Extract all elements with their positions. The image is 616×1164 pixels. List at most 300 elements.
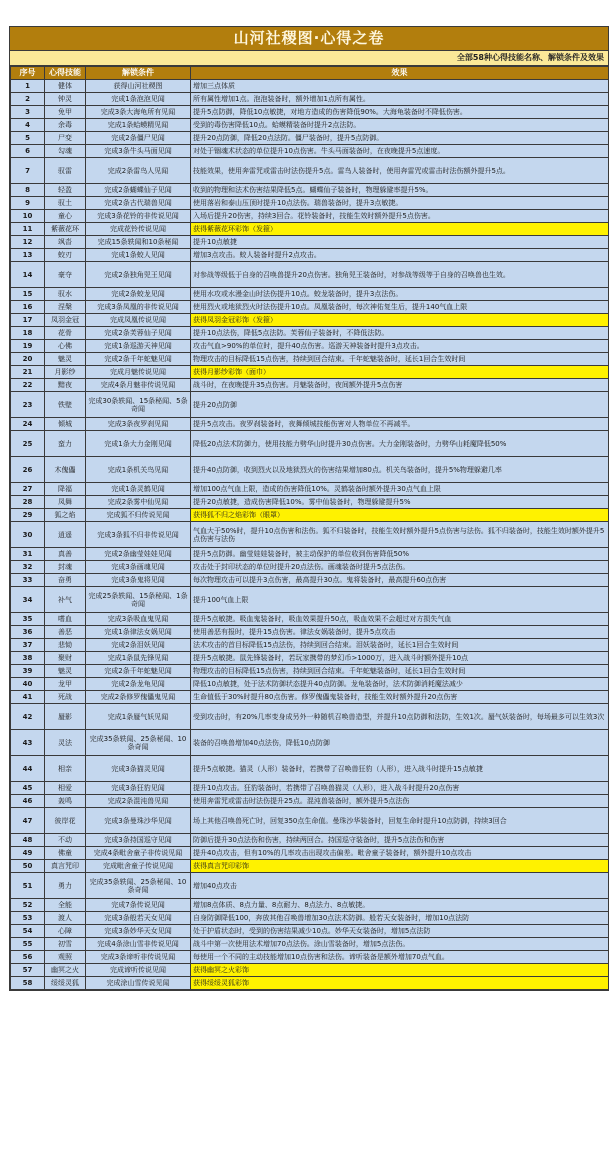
skill-effect: 受到攻击时，有20%几率变身成另外一种随机召唤兽造型，并提升10点防御和法防，生效1次。蜃气妖装备时，每场最多可以生效3次 bbox=[191, 704, 609, 730]
row-number: 42 bbox=[11, 704, 45, 730]
unlock-condition: 完成4条月魅非传说见闻 bbox=[86, 379, 191, 392]
row-number: 4 bbox=[11, 119, 45, 132]
skill-name: 彼岸花 bbox=[45, 808, 86, 834]
table-row bbox=[11, 691, 609, 704]
skill-effect: 场上其他召唤兽死亡时，回复350点生命值。曼珠沙华装备时，回复生命时提升10点防御，持续3回合 bbox=[191, 808, 609, 834]
skill-effect: 降低20点法术防御力，使用技能力劈华山时提升30点伤害。大力金刚装备时，力劈华山耗魔降低50% bbox=[191, 431, 609, 457]
table-row bbox=[11, 756, 609, 782]
skill-name: 木傀儡 bbox=[45, 457, 86, 483]
row-number: 17 bbox=[11, 314, 45, 327]
unlock-condition: 完成2条雾中仙见闻 bbox=[86, 496, 191, 509]
skill-name: 豪夺 bbox=[45, 262, 86, 288]
table-row bbox=[11, 899, 609, 912]
skill-effect: 增加40点攻击 bbox=[191, 873, 609, 899]
table-row bbox=[11, 327, 609, 340]
table-row bbox=[11, 795, 609, 808]
unlock-condition: 完成2条蛟龙见闻 bbox=[86, 288, 191, 301]
skill-effect: 每使用一个不同的主动技能增加10点伤害和法伤。谛听装备是额外增加70点气血。 bbox=[191, 951, 609, 964]
table-row bbox=[11, 379, 609, 392]
unlock-condition: 完成2条混沌兽见闻 bbox=[86, 795, 191, 808]
table-row bbox=[11, 236, 609, 249]
row-number: 44 bbox=[11, 756, 45, 782]
skill-effect: 攻击处于封印状态的单位时提升20点法伤。画魂装备时提升5点法伤。 bbox=[191, 561, 609, 574]
unlock-condition: 完成2条修罗傀儡鬼见闻 bbox=[86, 691, 191, 704]
skill-name: 魅灵 bbox=[45, 665, 86, 678]
unlock-condition: 完成1条大力金刚见闻 bbox=[86, 431, 191, 457]
skill-effect: 提升10点法伤，降低5点法防。芙蓉仙子装备时，不降低法防。 bbox=[191, 327, 609, 340]
skill-effect: 提升20点防御，降低20点法防。僵尸装备时，提升5点防御。 bbox=[191, 132, 609, 145]
table-row bbox=[11, 808, 609, 834]
unlock-condition: 完成2条千年蛇魅见闻 bbox=[86, 353, 191, 366]
table-row bbox=[11, 938, 609, 951]
skill-effect: 提升40点防御，收到烈火以及地狱烈火的伤害结果增加80点。机关鸟装备时，提升5%物理躲避几率 bbox=[191, 457, 609, 483]
skill-name: 真善 bbox=[45, 548, 86, 561]
table-row bbox=[11, 977, 609, 990]
table-row bbox=[11, 782, 609, 795]
table-row bbox=[11, 834, 609, 847]
row-number: 11 bbox=[11, 223, 45, 236]
skill-name: 奋勇 bbox=[45, 574, 86, 587]
skill-name: 紫薇花环 bbox=[45, 223, 86, 236]
row-number: 43 bbox=[11, 730, 45, 756]
row-number: 40 bbox=[11, 678, 45, 691]
table-row bbox=[11, 288, 609, 301]
skill-effect: 降低10点敏捷，处于法术防御状态提升40点防御。龙龟装备时，法术防御消耗魔法减少 bbox=[191, 678, 609, 691]
row-number: 55 bbox=[11, 938, 45, 951]
skill-effect: 攻击气血>90%的单位时，提升40点伤害。巡游天神装备时提升3点攻击。 bbox=[191, 340, 609, 353]
skill-effect: 物理攻击的目标降低15点伤害，持续到回合结束。千年蛇魅装备时，延长1回合生效时间 bbox=[191, 353, 609, 366]
row-number: 34 bbox=[11, 587, 45, 613]
table-row bbox=[11, 548, 609, 561]
unlock-condition: 完成3条画魂见闻 bbox=[86, 561, 191, 574]
skill-effect: 防御后提升30点法伤和伤害，持续两回合。持国巡守装备时，提升5点法伤和伤害 bbox=[191, 834, 609, 847]
skill-effect: 技能效果，使用奔雷咒或雷击时法伤提升5点。雷鸟人装备时，使用奔雷咒或雷击时法伤额外提升5点。 bbox=[191, 158, 609, 184]
unlock-condition: 完成30条轶闻、15条秘闻、5条奇闻 bbox=[86, 392, 191, 418]
unlock-condition: 完成2条泪妖见闻 bbox=[86, 639, 191, 652]
skill-name: 飒沓 bbox=[45, 236, 86, 249]
skill-name: 月影纱 bbox=[45, 366, 86, 379]
skill-effect: 提升5点防御。幽莹娃娃装备时，被主动保护的单位收到伤害降低50% bbox=[191, 548, 609, 561]
skill-effect: 获得绥绥灵狐彩饰 bbox=[191, 977, 609, 990]
table-row bbox=[11, 873, 609, 899]
unlock-condition: 完成1条巡游天神见闻 bbox=[86, 340, 191, 353]
unlock-condition: 完成2条龙龟见闻 bbox=[86, 678, 191, 691]
table-row bbox=[11, 210, 609, 223]
skill-name: 凤羽金冠 bbox=[45, 314, 86, 327]
skill-effect: 使用奔雷咒或雷击时法伤提升25点。混沌兽装备时，额外提升5点法伤 bbox=[191, 795, 609, 808]
row-number: 46 bbox=[11, 795, 45, 808]
row-number: 28 bbox=[11, 496, 45, 509]
skill-name: 轻盈 bbox=[45, 184, 86, 197]
row-number: 54 bbox=[11, 925, 45, 938]
unlock-condition: 完成凤凰传说见闻 bbox=[86, 314, 191, 327]
table-row bbox=[11, 249, 609, 262]
table-row bbox=[11, 509, 609, 522]
skill-name: 免甲 bbox=[45, 106, 86, 119]
skill-effect: 处于护盾状态时，受到的伤害结果减少10点。妙华天女装备时，增加5点法防 bbox=[191, 925, 609, 938]
row-number: 21 bbox=[11, 366, 45, 379]
table-row bbox=[11, 522, 609, 548]
row-number: 27 bbox=[11, 483, 45, 496]
skill-name: 聚财 bbox=[45, 652, 86, 665]
skill-name: 钟灵 bbox=[45, 93, 86, 106]
skill-name: 蜃影 bbox=[45, 704, 86, 730]
unlock-condition: 完成3条般若天女见闻 bbox=[86, 912, 191, 925]
skill-name: 相爱 bbox=[45, 782, 86, 795]
row-number: 37 bbox=[11, 639, 45, 652]
unlock-condition: 完成3条妙华天女见闻 bbox=[86, 925, 191, 938]
row-number: 51 bbox=[11, 873, 45, 899]
unlock-condition: 完成1条鼠先锋见闻 bbox=[86, 652, 191, 665]
skill-name: 补气 bbox=[45, 587, 86, 613]
table-row bbox=[11, 925, 609, 938]
skill-effect: 提升40点攻击，但有10%的几率攻击出现攻击偏差。毗舍童子装备时，额外提升10点攻击 bbox=[191, 847, 609, 860]
table-row bbox=[11, 704, 609, 730]
skill-name: 黯夜 bbox=[45, 379, 86, 392]
unlock-condition: 完成3条夜罗刹见闻 bbox=[86, 418, 191, 431]
row-number: 22 bbox=[11, 379, 45, 392]
row-number: 45 bbox=[11, 782, 45, 795]
row-number: 48 bbox=[11, 834, 45, 847]
skill-name: 逍遥 bbox=[45, 522, 86, 548]
table-row bbox=[11, 847, 609, 860]
skill-effect: 装备的召唤兽增加40点法伤，降低10点防御 bbox=[191, 730, 609, 756]
unlock-condition: 完成3条谛听非传说见闻 bbox=[86, 951, 191, 964]
unlock-condition: 完成2条僵尸见闻 bbox=[86, 132, 191, 145]
skill-effect: 提升5点敏捷。吸血鬼装备时，吸血效果提升50点，吸血效果不会超过对方损失气血 bbox=[191, 613, 609, 626]
unlock-condition: 完成3条花铃的非传说见闻 bbox=[86, 210, 191, 223]
skill-name: 魅灵 bbox=[45, 353, 86, 366]
row-number: 38 bbox=[11, 652, 45, 665]
table-header-row bbox=[11, 67, 609, 80]
skill-name: 全能 bbox=[45, 899, 86, 912]
unlock-condition: 完成1条蛟人见闻 bbox=[86, 249, 191, 262]
unlock-condition: 完成25条轶闻、15条秘闻、1条奇闻 bbox=[86, 587, 191, 613]
skill-name: 蛟刃 bbox=[45, 249, 86, 262]
skills-table bbox=[10, 66, 609, 990]
row-number: 7 bbox=[11, 158, 45, 184]
table-row bbox=[11, 366, 609, 379]
skill-effect: 物理攻击的目标降低15点伤害，持续到回合结束。千年蛇魅装备时，延长1回合生效时间 bbox=[191, 665, 609, 678]
skill-effect: 生命值低于30%时提升80点伤害。修罗傀儡鬼装备时，技能生效时额外提升20点伤害 bbox=[191, 691, 609, 704]
unlock-condition: 完成狐不归传说见闻 bbox=[86, 509, 191, 522]
skill-effect: 自身防御降低100，奔放其他召唤兽增加30点法术防御。般若天女装备时，增加10点法防 bbox=[191, 912, 609, 925]
skill-name: 绥绥灵狐 bbox=[45, 977, 86, 990]
row-number: 53 bbox=[11, 912, 45, 925]
unlock-condition: 完成2条千年蛇魅见闻 bbox=[86, 665, 191, 678]
row-number: 8 bbox=[11, 184, 45, 197]
unlock-condition: 完成3条凤凰的非传说见闻 bbox=[86, 301, 191, 314]
unlock-condition: 完成2条雷鸟人见闻 bbox=[86, 158, 191, 184]
row-number: 50 bbox=[11, 860, 45, 873]
skill-name: 勇力 bbox=[45, 873, 86, 899]
table-row bbox=[11, 652, 609, 665]
row-number: 20 bbox=[11, 353, 45, 366]
table-row bbox=[11, 197, 609, 210]
skill-name: 死战 bbox=[45, 691, 86, 704]
unlock-condition: 完成4条毗舍童子非传说见闻 bbox=[86, 847, 191, 860]
unlock-condition: 完成3条大海龟所有见闻 bbox=[86, 106, 191, 119]
skill-effect: 战斗中第一次使用法术增加70点法伤。涂山雪装备时，增加5点法伤。 bbox=[191, 938, 609, 951]
table-row bbox=[11, 262, 609, 288]
row-number: 23 bbox=[11, 392, 45, 418]
skill-effect: 受到的毒伤害降低10点。蛤蟆精装备时提升2点法防。 bbox=[191, 119, 609, 132]
row-number: 15 bbox=[11, 288, 45, 301]
skill-name: 尸变 bbox=[45, 132, 86, 145]
skill-name: 真言咒印 bbox=[45, 860, 86, 873]
skill-effect: 获得月影纱彩饰（面巾） bbox=[191, 366, 609, 379]
skill-effect: 入场后提升20伤害，持续3回合。花铃装备时，技能生效时额外提升5点伤害。 bbox=[191, 210, 609, 223]
table-row bbox=[11, 951, 609, 964]
skill-name: 龙甲 bbox=[45, 678, 86, 691]
row-number: 13 bbox=[11, 249, 45, 262]
table-row bbox=[11, 93, 609, 106]
table-row bbox=[11, 119, 609, 132]
skill-effect: 获得紫薇花环彩饰（发箍） bbox=[191, 223, 609, 236]
skill-name: 驭水 bbox=[45, 288, 86, 301]
skill-effect: 增加100点气血上限，造成的伤害降低10%。灵鹤装备时额外提升30点气血上限 bbox=[191, 483, 609, 496]
skill-effect: 增加8点体质、8点力量、8点耐力、8点法力、8点敏捷。 bbox=[191, 899, 609, 912]
row-number: 6 bbox=[11, 145, 45, 158]
sheet-title: 山河社稷图·心得之卷 bbox=[10, 27, 608, 51]
skill-effect: 战斗时，在夜晚提升35点伤害。月魅装备时，夜间额外提升5点伤害 bbox=[191, 379, 609, 392]
unlock-condition: 完成3条狐不归非传说见闻 bbox=[86, 522, 191, 548]
skill-effect: 提升5点防御，降低10点敏捷，对地方造成的伤害降低90%。大海龟装备时不降低伤害。 bbox=[191, 106, 609, 119]
skill-effect: 提升5点敏捷。鼠先锋装备时，若玩家携带的梦幻币>1000万，进入战斗时额外提升10点 bbox=[191, 652, 609, 665]
table-row bbox=[11, 626, 609, 639]
row-number: 57 bbox=[11, 964, 45, 977]
unlock-condition: 完成3条牛头马面见闻 bbox=[86, 145, 191, 158]
unlock-condition: 完成花铃传说见闻 bbox=[86, 223, 191, 236]
skill-name: 相亲 bbox=[45, 756, 86, 782]
skill-name: 善恶 bbox=[45, 626, 86, 639]
table-row bbox=[11, 301, 609, 314]
skill-effect: 获得真言咒印彩饰 bbox=[191, 860, 609, 873]
skill-effect: 提升10点敏捷 bbox=[191, 236, 609, 249]
skill-effect: 使用烈火或地狱烈火时法伤提升10点。凤凰装备时，每次神佑复生后，提升140气血上限 bbox=[191, 301, 609, 314]
skill-name: 不动 bbox=[45, 834, 86, 847]
skill-name: 嗜血 bbox=[45, 613, 86, 626]
unlock-condition: 完成3条狂豹见闻 bbox=[86, 782, 191, 795]
skill-effect: 获得凤羽金冠彩饰（发箍） bbox=[191, 314, 609, 327]
row-number: 25 bbox=[11, 431, 45, 457]
skill-effect: 法术攻击的首目标降低15点法伤，持续到回合结束。泪妖装备时，延长1回合生效时间 bbox=[191, 639, 609, 652]
row-number: 49 bbox=[11, 847, 45, 860]
skill-name: 心佛 bbox=[45, 340, 86, 353]
table-row bbox=[11, 431, 609, 457]
row-number: 35 bbox=[11, 613, 45, 626]
skill-effect: 所有属性增加1点。泡泡装备时，额外增加1点所有属性。 bbox=[191, 93, 609, 106]
skill-name: 健体 bbox=[45, 80, 86, 93]
skill-name: 轰鸣 bbox=[45, 795, 86, 808]
skill-effect: 对参战等级低于自身的召唤兽提升20点伤害。独角兕王装备时，对参战等级等于自身的召唤兽也生效。 bbox=[191, 262, 609, 288]
table-row bbox=[11, 158, 609, 184]
row-number: 39 bbox=[11, 665, 45, 678]
skill-name: 狐之焰 bbox=[45, 509, 86, 522]
skill-name: 倾城 bbox=[45, 418, 86, 431]
table-row bbox=[11, 496, 609, 509]
table-row bbox=[11, 106, 609, 119]
skill-name: 渡人 bbox=[45, 912, 86, 925]
table-row bbox=[11, 964, 609, 977]
unlock-condition: 完成1条机关鸟见闻 bbox=[86, 457, 191, 483]
skill-effect: 使用善恶有报时，提升15点伤害。律法女娲装备时，提升5点攻击 bbox=[191, 626, 609, 639]
unlock-condition: 完成1条灵鹤见闻 bbox=[86, 483, 191, 496]
table-row bbox=[11, 730, 609, 756]
row-number: 33 bbox=[11, 574, 45, 587]
unlock-condition: 完成2条古代瑞兽见闻 bbox=[86, 197, 191, 210]
row-number: 58 bbox=[11, 977, 45, 990]
table-row bbox=[11, 145, 609, 158]
skill-name: 铁壁 bbox=[45, 392, 86, 418]
table-row bbox=[11, 223, 609, 236]
unlock-condition: 完成35条轶闻、25条秘闻、10条奇闻 bbox=[86, 873, 191, 899]
skill-effect: 使用水攻或水漫金山时法伤提升10点。蛟龙装备时，提升3点法伤。 bbox=[191, 288, 609, 301]
skill-effect: 对处于锢魂术状态的单位提升10点伤害。牛头马面装备时，在夜晚提升5点速度。 bbox=[191, 145, 609, 158]
row-number: 9 bbox=[11, 197, 45, 210]
skill-name: 童心 bbox=[45, 210, 86, 223]
skill-name: 心障 bbox=[45, 925, 86, 938]
table-row bbox=[11, 574, 609, 587]
unlock-condition: 完成3条持国巡守见闻 bbox=[86, 834, 191, 847]
table-row bbox=[11, 613, 609, 626]
unlock-condition: 完成1条蜃气妖见闻 bbox=[86, 704, 191, 730]
row-number: 5 bbox=[11, 132, 45, 145]
table-row bbox=[11, 483, 609, 496]
skill-effect: 提升5点攻击。夜罗刹装备时，夜舞倾城技能伤害对人物单位不再减半。 bbox=[191, 418, 609, 431]
skill-effect: 提升10点攻击。狂豹装备时，若携带了召唤兽猫灵（人形），进入战斗时提升20点伤害 bbox=[191, 782, 609, 795]
table-row bbox=[11, 340, 609, 353]
table-row bbox=[11, 678, 609, 691]
table-row bbox=[11, 639, 609, 652]
header-skill: 心得技能 bbox=[45, 67, 86, 80]
unlock-condition: 完成3条鬼将见闻 bbox=[86, 574, 191, 587]
row-number: 30 bbox=[11, 522, 45, 548]
table-row bbox=[11, 184, 609, 197]
unlock-condition: 完成谛听传说见闻 bbox=[86, 964, 191, 977]
header-effect: 效果 bbox=[191, 67, 609, 80]
table-row bbox=[11, 561, 609, 574]
skill-effect: 提升100气血上限 bbox=[191, 587, 609, 613]
skill-effect: 提升20点敏捷，造成伤害降低10%。雾中仙装备时，物理躲避提升5% bbox=[191, 496, 609, 509]
skill-name: 降福 bbox=[45, 483, 86, 496]
skill-name: 花骨 bbox=[45, 327, 86, 340]
table-row bbox=[11, 418, 609, 431]
row-number: 12 bbox=[11, 236, 45, 249]
skill-effect: 提升20点防御 bbox=[191, 392, 609, 418]
unlock-condition: 完成3条吸血鬼见闻 bbox=[86, 613, 191, 626]
row-number: 3 bbox=[11, 106, 45, 119]
row-number: 10 bbox=[11, 210, 45, 223]
row-number: 18 bbox=[11, 327, 45, 340]
row-number: 36 bbox=[11, 626, 45, 639]
table-row bbox=[11, 587, 609, 613]
row-number: 1 bbox=[11, 80, 45, 93]
skill-name: 幽冥之火 bbox=[45, 964, 86, 977]
row-number: 56 bbox=[11, 951, 45, 964]
skill-sheet bbox=[9, 26, 609, 991]
skill-name: 封魂 bbox=[45, 561, 86, 574]
row-number: 26 bbox=[11, 457, 45, 483]
unlock-condition: 完成1条蛤蟆精见闻 bbox=[86, 119, 191, 132]
unlock-condition: 完成3条猫灵见闻 bbox=[86, 756, 191, 782]
row-number: 31 bbox=[11, 548, 45, 561]
row-number: 24 bbox=[11, 418, 45, 431]
skill-name: 佛童 bbox=[45, 847, 86, 860]
unlock-condition: 完成1条律法女娲见闻 bbox=[86, 626, 191, 639]
skill-name: 初雪 bbox=[45, 938, 86, 951]
unlock-condition: 完成1条泡泡见闻 bbox=[86, 93, 191, 106]
table-row bbox=[11, 665, 609, 678]
skill-name: 蛮力 bbox=[45, 431, 86, 457]
skill-name: 灵法 bbox=[45, 730, 86, 756]
table-row bbox=[11, 353, 609, 366]
skill-effect: 气血大于50%时，提升10点伤害和法伤。狐不归装备时，技能生效时额外提升5点伤害与法伤。狐不归装备时，技能生效时额外提升5点伤害与法伤 bbox=[191, 522, 609, 548]
row-number: 41 bbox=[11, 691, 45, 704]
unlock-condition: 获得山河社稷图 bbox=[86, 80, 191, 93]
table-row bbox=[11, 132, 609, 145]
skill-name: 驭土 bbox=[45, 197, 86, 210]
skill-effect: 每次物理攻击可以提升3点伤害，最高提升30点。鬼将装备时，最高提升60点伤害 bbox=[191, 574, 609, 587]
table-body bbox=[11, 80, 609, 990]
skill-effect: 提升5点敏捷。猫灵（人形）装备时，若携带了召唤兽狂豹（人形），进入战斗时提升15点敏捷 bbox=[191, 756, 609, 782]
row-number: 14 bbox=[11, 262, 45, 288]
row-number: 32 bbox=[11, 561, 45, 574]
row-number: 2 bbox=[11, 93, 45, 106]
header-no: 序号 bbox=[11, 67, 45, 80]
table-row bbox=[11, 912, 609, 925]
skill-name: 凤舞 bbox=[45, 496, 86, 509]
skill-name: 悲恸 bbox=[45, 639, 86, 652]
table-row bbox=[11, 457, 609, 483]
skill-name: 勾魂 bbox=[45, 145, 86, 158]
sheet-subtitle: 全部58种心得技能名称、解锁条件及效果 bbox=[10, 51, 608, 66]
skill-effect: 使用落岩和泰山压顶时提升10点法伤。瑞兽装备时，提升3点敏捷。 bbox=[191, 197, 609, 210]
unlock-condition: 完成毗舍童子传说见闻 bbox=[86, 860, 191, 873]
table-row bbox=[11, 314, 609, 327]
skill-effect: 收到的物理和法术伤害结果降低5点。蝴蝶仙子装备时，物理躲避率提升5%。 bbox=[191, 184, 609, 197]
unlock-condition: 完成7条传说见闻 bbox=[86, 899, 191, 912]
header-condition: 解锁条件 bbox=[86, 67, 191, 80]
row-number: 52 bbox=[11, 899, 45, 912]
unlock-condition: 完成4条涂山雪非传说见闻 bbox=[86, 938, 191, 951]
skill-effect: 增加3点攻击。蛟人装备时提升2点攻击。 bbox=[191, 249, 609, 262]
table-row bbox=[11, 80, 609, 93]
skill-effect: 增加三点体质 bbox=[191, 80, 609, 93]
skill-effect: 获得狐不归之焰彩饰（眼罩） bbox=[191, 509, 609, 522]
unlock-condition: 完成3条曼珠沙华见闻 bbox=[86, 808, 191, 834]
unlock-condition: 完成2条芙蓉仙子见闻 bbox=[86, 327, 191, 340]
table-row bbox=[11, 860, 609, 873]
unlock-condition: 完成2条幽莹娃娃见闻 bbox=[86, 548, 191, 561]
skill-name: 观照 bbox=[45, 951, 86, 964]
unlock-condition: 完成35条轶闻、25条秘闻、10条奇闻 bbox=[86, 730, 191, 756]
unlock-condition: 完成2条蝴蝶仙子见闻 bbox=[86, 184, 191, 197]
row-number: 19 bbox=[11, 340, 45, 353]
skill-effect: 获得幽冥之火彩饰 bbox=[191, 964, 609, 977]
row-number: 16 bbox=[11, 301, 45, 314]
unlock-condition: 完成涂山雪传说见闻 bbox=[86, 977, 191, 990]
unlock-condition: 完成15条轶闻和10条秘闻 bbox=[86, 236, 191, 249]
row-number: 47 bbox=[11, 808, 45, 834]
unlock-condition: 完成2条独角兕王见闻 bbox=[86, 262, 191, 288]
skill-name: 驭雷 bbox=[45, 158, 86, 184]
row-number: 29 bbox=[11, 509, 45, 522]
table-row bbox=[11, 392, 609, 418]
skill-name: 余毒 bbox=[45, 119, 86, 132]
unlock-condition: 完成月魅传说见闻 bbox=[86, 366, 191, 379]
skill-name: 涅槃 bbox=[45, 301, 86, 314]
